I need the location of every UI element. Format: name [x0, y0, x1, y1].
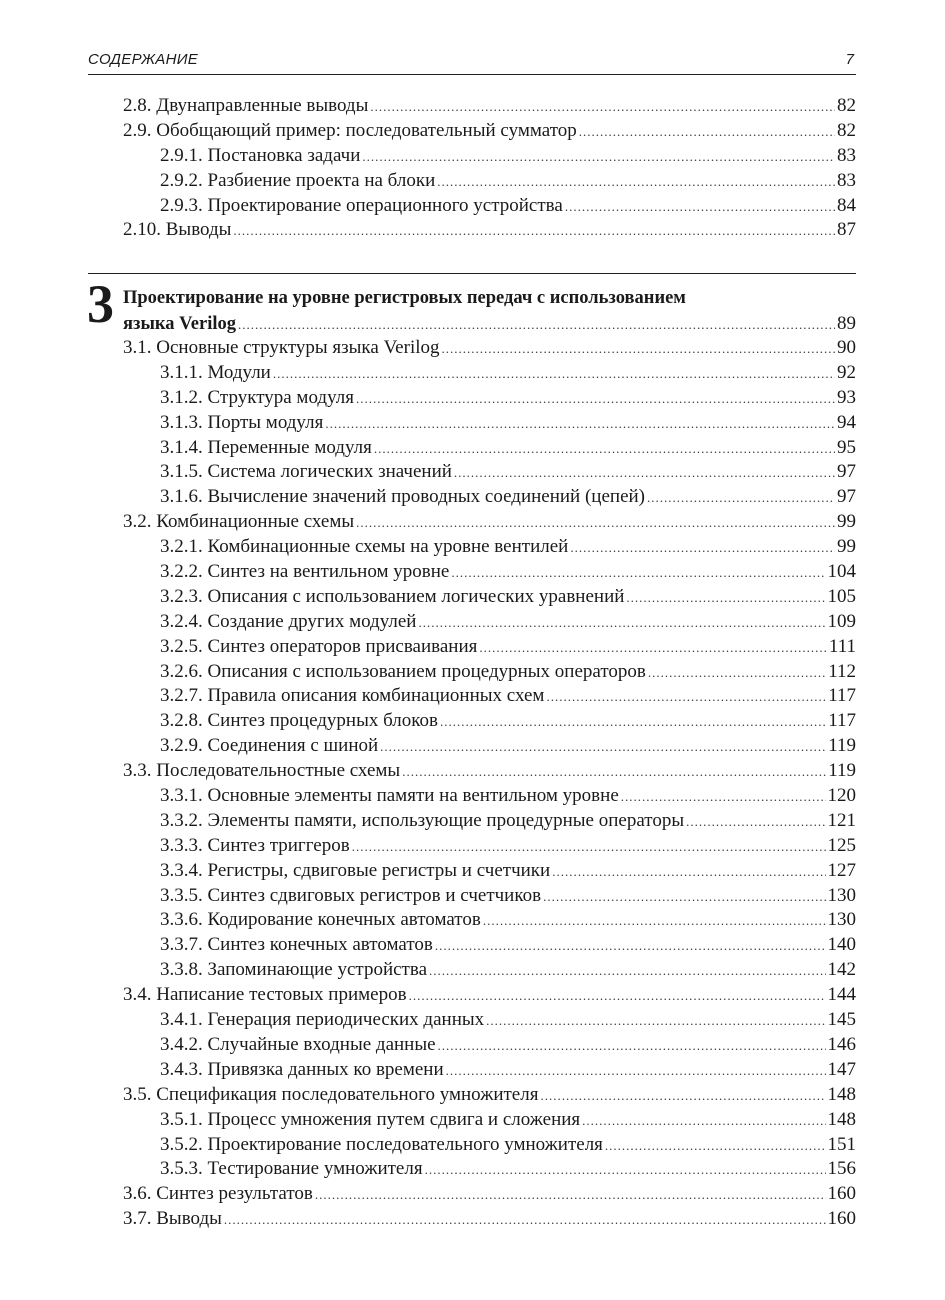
toc-entry[interactable] [123, 411, 856, 436]
toc-entry[interactable] [123, 1008, 856, 1033]
dot-leader [546, 685, 826, 710]
running-head-title: СОДЕРЖАНИЕ [88, 51, 199, 68]
toc-entry-page-number: 145 [827, 1009, 856, 1031]
dot-leader [238, 312, 835, 337]
dot-leader [429, 959, 825, 984]
toc-entry[interactable] [123, 684, 856, 709]
toc-entry-title: 3.1. Основные структуры языка Verilog [123, 337, 440, 358]
chapter-title-line-2: языка Verilog [123, 314, 237, 334]
toc-entry-title: 3.2.2. Синтез на вентильном уровне [160, 561, 450, 583]
toc-entry[interactable] [123, 94, 856, 119]
chapter-number: 3 [87, 274, 114, 334]
toc-entry-page-number: 142 [827, 959, 856, 981]
toc-entry-page-number: 140 [827, 934, 856, 956]
dot-leader [686, 810, 825, 835]
toc-entry-title: 3.4.3. Привязка данных ко времени [160, 1058, 444, 1080]
dot-leader [552, 860, 825, 885]
dot-leader [380, 735, 826, 760]
toc-entry-title: 3.4.1. Генерация периодических данных [160, 1009, 485, 1031]
toc-entry-page-number: 83 [837, 144, 856, 166]
toc-entry[interactable] [123, 784, 856, 809]
running-head-page-number: 7 [845, 51, 854, 68]
toc-entry-title: 2.9. Обобщающий пример: последовательный сумматор [123, 119, 577, 141]
toc-entry[interactable] [123, 983, 856, 1008]
dot-leader [425, 1158, 826, 1183]
toc-entry-page-number: 87 [837, 219, 856, 241]
toc-entry-title: 3.3.4. Регистры, сдвиговые регистры и счетчики [160, 859, 551, 881]
toc-entry[interactable] [123, 119, 856, 144]
toc-entry-title: 2.9.3. Проектирование операционного устройства [160, 194, 563, 216]
chapter-title-line-2-row [123, 311, 856, 336]
toc-entry-page-number: 94 [837, 411, 856, 433]
dot-leader [540, 1084, 825, 1109]
toc-entry[interactable] [123, 485, 856, 510]
toc-entry-title: 3.5.1. Процесс умножения путем сдвига и сложения [160, 1108, 581, 1130]
dot-leader [374, 437, 835, 462]
toc-entry-page-number: 117 [828, 710, 856, 732]
dot-leader [435, 934, 826, 959]
dot-leader [402, 760, 826, 785]
toc-entry-title: 3.2.3. Описания с использованием логических уравнений [160, 585, 625, 607]
dot-leader [224, 1208, 826, 1233]
dot-leader [543, 885, 825, 910]
toc-entry[interactable] [123, 709, 856, 734]
dot-leader [579, 120, 835, 145]
toc-entry[interactable] [123, 194, 856, 219]
dot-leader [370, 95, 835, 120]
toc-entry[interactable] [123, 386, 856, 411]
toc-entry-title: 3.1.3. Порты модуля [160, 411, 324, 433]
dot-leader [362, 145, 835, 170]
chapter-divider [88, 273, 856, 274]
toc-entry[interactable] [123, 1133, 856, 1158]
toc-entry[interactable] [123, 1207, 856, 1232]
toc-entry-page-number: 97 [837, 486, 856, 508]
toc-entry-title: 3.3.7. Синтез конечных автоматов [160, 934, 433, 956]
dot-leader [356, 387, 835, 412]
dot-leader [454, 461, 835, 486]
dot-leader [565, 195, 835, 220]
chapter-page-number: 89 [837, 313, 856, 334]
toc-entry[interactable] [123, 1182, 856, 1207]
toc-entry-title: 3.4.2. Случайные входные данные [160, 1033, 436, 1055]
dot-leader [325, 412, 835, 437]
toc-entry-title: 3.3.6. Кодирование конечных автоматов [160, 909, 481, 931]
toc-entry-title: 3.2.8. Синтез процедурных блоков [160, 710, 439, 732]
toc-entry[interactable] [123, 734, 856, 759]
toc-entry-title: 3.4. Написание тестовых примеров [123, 984, 407, 1006]
toc-entry-title: 3.3. Последовательностные схемы [123, 760, 401, 782]
toc-entry[interactable] [123, 908, 856, 933]
dot-leader [647, 486, 835, 511]
dot-leader [440, 710, 826, 735]
toc-entry-page-number: 151 [827, 1133, 856, 1155]
toc-entry[interactable] [123, 510, 856, 535]
dot-leader [315, 1183, 826, 1208]
toc-entry[interactable] [123, 585, 856, 610]
dot-leader [626, 586, 825, 611]
toc-entry-title: 3.1.6. Вычисление значений проводных соединений (цепей) [160, 486, 645, 508]
toc-entry-page-number: 144 [827, 984, 856, 1006]
toc-entry-page-number: 160 [827, 1183, 856, 1205]
toc-entry-page-number: 82 [837, 119, 856, 141]
toc-entry[interactable] [123, 859, 856, 884]
toc-entry-page-number: 119 [828, 735, 856, 757]
toc-entry-title: 2.10. Выводы [123, 219, 232, 241]
toc-entry-page-number: 93 [837, 386, 856, 408]
toc-entry-title: 3.1.4. Переменные модуля [160, 436, 372, 458]
toc-entry-title: 3.1.1. Модули [160, 361, 271, 383]
toc-entry[interactable] [123, 1058, 856, 1083]
toc-entry-title: 3.5.2. Проектирование последовательного умножителя [160, 1133, 603, 1155]
toc-entry-page-number: 117 [828, 685, 856, 707]
toc-entry-page-number: 121 [827, 809, 856, 831]
toc-entry-page-number: 97 [837, 461, 856, 483]
toc-entry[interactable] [123, 336, 856, 361]
toc-entry-page-number: 99 [837, 536, 856, 558]
toc-entry[interactable] [123, 884, 856, 909]
dot-leader [621, 785, 826, 810]
toc-entry-page-number: 146 [827, 1033, 856, 1055]
dot-leader [446, 1059, 826, 1084]
dot-leader [352, 835, 826, 860]
toc-entry-page-number: 127 [827, 859, 856, 881]
toc-entry-page-number: 90 [837, 337, 856, 358]
toc-entry-title: 3.5. Спецификация последовательного умножителя [123, 1083, 539, 1105]
toc-entry[interactable] [123, 809, 856, 834]
toc-entry-title: 3.2.5. Синтез операторов присваивания [160, 635, 478, 657]
toc-entry[interactable] [123, 460, 856, 485]
toc-entry[interactable] [123, 759, 856, 784]
toc-entry[interactable] [123, 218, 856, 243]
dot-leader [233, 219, 835, 244]
toc-entry[interactable] [123, 560, 856, 585]
toc-entry-page-number: 104 [827, 561, 856, 583]
toc-entry[interactable] [123, 610, 856, 635]
toc-entry[interactable] [123, 1157, 856, 1182]
toc-entry[interactable] [123, 535, 856, 560]
toc-entry-page-number: 95 [837, 436, 856, 458]
dot-leader [438, 1034, 826, 1059]
toc-entry-title: 2.8. Двунаправленные выводы [123, 95, 369, 116]
dot-leader [479, 636, 827, 661]
toc-entry[interactable] [123, 144, 856, 169]
toc-entry-page-number: 105 [827, 585, 856, 607]
toc-entry[interactable] [123, 436, 856, 461]
toc-entry[interactable] [123, 958, 856, 983]
toc-entry[interactable] [123, 635, 856, 660]
toc-entry-title: 3.2.6. Описания с использованием процедурных операторов [160, 660, 646, 682]
toc-entry-title: 3.2.7. Правила описания комбинационных схем [160, 685, 545, 707]
toc-entry-page-number: 156 [827, 1158, 856, 1180]
toc-entry-title: 2.9.1. Постановка задачи [160, 144, 361, 166]
running-head [88, 50, 856, 75]
dot-leader [570, 536, 835, 561]
toc-entry-page-number: 84 [837, 194, 856, 216]
toc-entry-page-number: 130 [827, 909, 856, 931]
toc-entry-page-number: 147 [827, 1058, 856, 1080]
dot-leader [605, 1134, 826, 1159]
toc-entry-page-number: 160 [827, 1208, 856, 1230]
chapter-title-line-1: Проектирование на уровне регистровых передач с использованием [123, 288, 686, 308]
toc-entry-title: 3.2.9. Соединения с шиной [160, 735, 379, 757]
dot-leader [442, 337, 836, 362]
toc-entry[interactable] [123, 1083, 856, 1108]
toc-entry-page-number: 109 [827, 610, 856, 632]
toc-entry-title: 3.2.4. Создание других модулей [160, 610, 417, 632]
dot-leader [409, 984, 826, 1009]
toc-entry-page-number: 148 [827, 1108, 856, 1130]
toc-entry-page-number: 148 [827, 1083, 856, 1105]
toc-entry-page-number: 82 [837, 95, 856, 116]
toc-entry-page-number: 92 [837, 361, 856, 383]
chapter-heading [123, 286, 856, 336]
toc-entry-page-number: 111 [828, 635, 856, 657]
dot-leader [418, 611, 825, 636]
toc-entry-page-number: 119 [828, 760, 856, 782]
dot-leader [273, 362, 835, 387]
dot-leader [582, 1109, 825, 1134]
toc-entry-title: 3.5.3. Тестирование умножителя [160, 1158, 423, 1180]
toc-entry[interactable] [123, 660, 856, 685]
toc-entry[interactable] [123, 169, 856, 194]
toc-entry[interactable] [123, 361, 856, 386]
dot-leader [356, 511, 835, 536]
toc-entry-page-number: 125 [827, 834, 856, 856]
toc-entry-title: 3.3.5. Синтез сдвиговых регистров и счетчиков [160, 884, 542, 906]
toc-entry-title: 3.2. Комбинационные схемы [123, 511, 355, 533]
toc-entry-page-number: 130 [827, 884, 856, 906]
toc-entry-title: 2.9.2. Разбиение проекта на блоки [160, 169, 436, 191]
toc-entry-page-number: 120 [827, 785, 856, 807]
toc-entry-title: 3.6. Синтез результатов [123, 1183, 313, 1205]
toc-entry[interactable] [123, 933, 856, 958]
toc-entry-page-number: 112 [828, 660, 856, 682]
toc-entry-page-number: 99 [837, 511, 856, 533]
toc-entry[interactable] [123, 834, 856, 859]
toc-entry-title: 3.3.8. Запоминающие устройства [160, 959, 428, 981]
toc-section-previous-chapter [123, 94, 856, 243]
toc-entry-title: 3.1.2. Структура модуля [160, 386, 354, 408]
toc-entry-title: 3.3.3. Синтез триггеров [160, 834, 350, 856]
toc-entry-title: 3.7. Выводы [123, 1208, 222, 1230]
toc-entry[interactable] [123, 1033, 856, 1058]
toc-entry-title: 3.1.5. Система логических значений [160, 461, 452, 483]
dot-leader [437, 170, 835, 195]
toc-entry-page-number: 83 [837, 169, 856, 191]
toc-entry-title: 3.3.1. Основные элементы памяти на вентильном уровне [160, 785, 619, 807]
dot-leader [483, 909, 826, 934]
toc-entry[interactable] [123, 1108, 856, 1133]
toc-entry-title: 3.3.2. Элементы памяти, использующие процедурные операторы [160, 809, 685, 831]
toc-entry-title: 3.2.1. Комбинационные схемы на уровне вентилей [160, 536, 569, 558]
toc-section-chapter-3 [123, 336, 856, 1232]
dot-leader [648, 661, 826, 686]
dot-leader [486, 1009, 825, 1034]
dot-leader [451, 561, 825, 586]
